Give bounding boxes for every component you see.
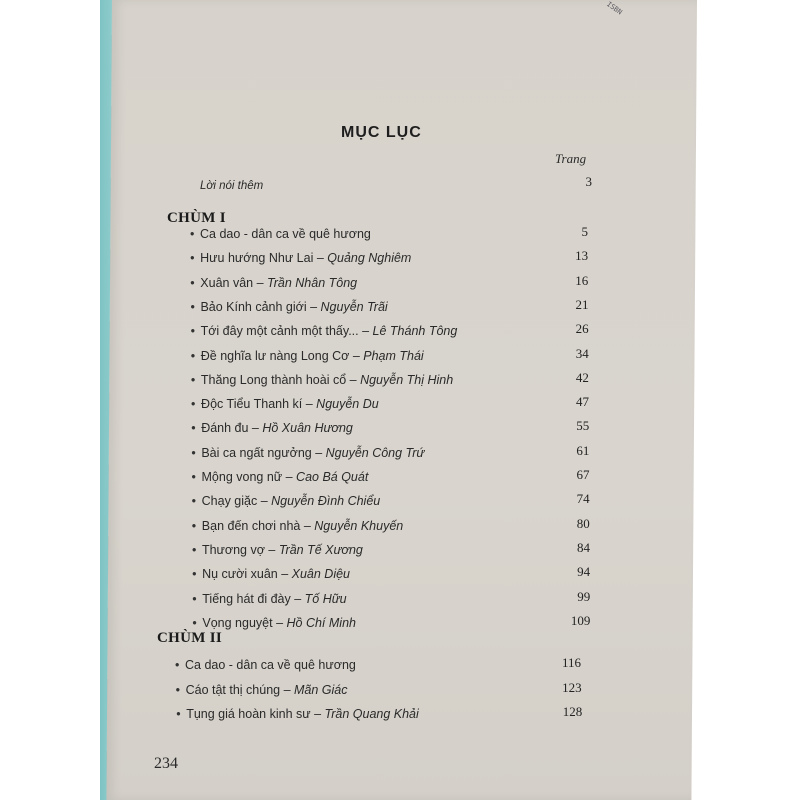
toc-entry-author: Nguyễn Công Trứ <box>325 446 425 460</box>
dash-separator: – <box>302 397 317 411</box>
toc-entry-author: Nguyễn Trãi <box>320 300 388 314</box>
toc-entry-author: Hồ Xuân Hương <box>262 421 353 435</box>
toc-entry-title: Hưu hướng Như Lai <box>200 251 314 265</box>
toc-entry <box>192 567 350 581</box>
toc-entry-title: Bạn đến chơi nhà <box>201 519 301 533</box>
toc-entry-author: Nguyễn Thị Hinh <box>360 373 454 387</box>
toc-entry <box>191 446 424 460</box>
bullet-icon: • <box>191 421 196 435</box>
toc-entry-author: Trần Tế Xương <box>278 543 363 557</box>
toc-entry-title: Đánh đu <box>201 421 249 435</box>
dash-separator: – <box>300 519 315 533</box>
bullet-icon: • <box>191 519 197 533</box>
dash-separator: – <box>310 707 325 721</box>
isbn-stamp-text: ISBN <box>605 0 624 17</box>
bullet-icon: • <box>190 251 195 265</box>
toc-entry <box>191 397 379 411</box>
dash-separator: – <box>248 421 263 435</box>
bullet-icon: • <box>176 707 181 721</box>
toc-entry <box>192 592 346 606</box>
toc-entry <box>192 543 363 557</box>
toc-entry-title: Thương vợ <box>201 543 265 557</box>
toc-entry-page: 74 <box>576 491 590 506</box>
toc-entry-page: 109 <box>570 613 591 628</box>
page-title: MỤC LỤC <box>341 124 422 141</box>
bullet-icon: • <box>190 300 195 314</box>
teal-backdrop <box>0 0 112 800</box>
dash-separator: – <box>358 324 373 338</box>
bullet-icon: • <box>191 397 196 411</box>
toc-entry <box>190 251 411 265</box>
toc-entry-intro <box>200 180 263 192</box>
dash-separator: – <box>290 592 305 606</box>
toc-entry-page: 34 <box>575 346 589 361</box>
toc-entry-page: 99 <box>577 589 591 604</box>
bullet-icon: • <box>191 470 196 484</box>
toc-entry-title: Mộng vong nữ <box>201 470 283 484</box>
toc-entry-author: Nguyễn Khuyến <box>314 519 404 533</box>
page-number: 234 <box>154 755 178 772</box>
dash-separator: – <box>277 567 292 581</box>
toc-entry <box>192 616 356 630</box>
toc-entry-title: Đề nghĩa lư nàng Long Cơ <box>200 349 350 363</box>
toc-entry-author: Lê Thánh Tông <box>372 324 458 338</box>
toc-entry-page: 5 <box>581 224 588 239</box>
bullet-icon: • <box>190 227 195 241</box>
toc-entry-page: 55 <box>576 418 590 433</box>
bullet-icon: • <box>190 324 195 338</box>
toc-entry-title: Thăng Long thành hoài cổ <box>200 373 347 387</box>
section-heading-chum-2: CHÙM II <box>157 630 223 646</box>
toc-entry-title: Bảo Kính cảnh giới <box>200 300 307 314</box>
bullet-icon: • <box>190 276 195 290</box>
toc-entry <box>191 324 458 338</box>
toc-entry-author: Hồ Chí Minh <box>286 616 356 630</box>
bullet-icon: • <box>191 543 197 557</box>
bullet-icon: • <box>175 658 180 672</box>
toc-entry-author: Nguyễn Du <box>316 397 379 411</box>
toc-entry-page: 80 <box>576 516 590 531</box>
toc-entry-title: Nụ cười xuân <box>202 567 278 581</box>
toc-entry-page: 47 <box>576 394 590 409</box>
toc-entry-page: 61 <box>576 443 590 458</box>
bullet-icon: • <box>175 683 180 697</box>
toc-entry-page: 128 <box>562 704 583 719</box>
dash-separator: – <box>272 616 287 630</box>
toc-entry <box>192 470 369 484</box>
toc-entry-page: 67 <box>576 467 590 482</box>
dash-separator: – <box>264 543 279 557</box>
toc-entry-title: Độc Tiểu Thanh kí <box>201 397 303 411</box>
toc-entry-author: Xuân Diệu <box>291 567 350 581</box>
toc-entry-page: 116 <box>561 655 581 670</box>
toc-entry <box>190 227 371 241</box>
bullet-icon: • <box>190 373 196 387</box>
bullet-icon: • <box>192 616 197 630</box>
page-column-label: Trang <box>555 151 587 166</box>
toc-entry <box>190 300 387 314</box>
toc-entry <box>176 683 348 697</box>
section-heading-chum-1: CHÙM I <box>167 210 226 226</box>
toc-entry-title: Bài ca ngất ngưởng <box>201 446 312 460</box>
toc-entry-page: 13 <box>575 248 589 263</box>
toc-entry <box>191 373 453 387</box>
toc-entry-author: Quảng Nghiêm <box>327 251 412 265</box>
toc-entry-page: 16 <box>575 273 589 288</box>
toc-entry-author: Nguyễn Đình Chiểu <box>271 494 381 508</box>
toc-entry-page: 42 <box>575 370 589 385</box>
bullet-icon: • <box>190 349 196 363</box>
toc-entry-author: Tố Hữu <box>304 592 347 606</box>
dash-separator: – <box>311 446 326 460</box>
toc-entry <box>175 658 356 672</box>
toc-entry-title: Xuân vân <box>200 276 254 290</box>
white-backdrop <box>690 0 800 800</box>
dash-separator: – <box>280 683 295 697</box>
dash-separator: – <box>306 300 321 314</box>
toc-entry <box>191 421 353 435</box>
toc-entry-title: Cáo tật thị chúng <box>185 683 281 697</box>
dash-separator: – <box>313 251 328 265</box>
toc-entry-page: 26 <box>575 321 589 336</box>
toc-entry <box>192 494 381 508</box>
toc-entry-author: Phạm Thái <box>363 349 424 363</box>
toc-entry-author: Trần Nhân Tông <box>267 276 358 290</box>
toc-entry-title: Tụng giá hoàn kinh sư <box>186 707 311 721</box>
toc-entry-page: 21 <box>575 297 589 312</box>
bullet-icon: • <box>191 446 196 460</box>
toc-entry-page: 84 <box>576 540 590 555</box>
toc-entry-title: Tiếng hát đi đày <box>202 592 291 606</box>
bullet-icon: • <box>191 494 197 508</box>
dash-separator: – <box>282 470 297 484</box>
bullet-icon: • <box>192 567 197 581</box>
toc-entry-title: Vọng nguyệt <box>202 616 273 630</box>
toc-entry <box>191 349 424 363</box>
toc-entry-author: Cao Bá Quát <box>296 470 369 484</box>
toc-entry <box>190 276 357 290</box>
bullet-icon: • <box>192 592 197 606</box>
dash-separator: – <box>349 349 364 363</box>
toc-entry-page: 3 <box>585 174 592 189</box>
toc-entry <box>176 707 419 721</box>
dash-separator: – <box>257 494 272 508</box>
toc-entry-page: 123 <box>562 680 582 695</box>
toc-entry-title: Ca dao - dân ca về quê hương <box>185 658 356 672</box>
dash-separator: – <box>346 373 361 387</box>
toc-entry-author: Trần Quang Khải <box>324 707 419 721</box>
toc-entry-title: Tới đây một cảnh một thấy... <box>200 324 359 338</box>
toc-entry-title: Ca dao - dân ca về quê hương <box>200 227 371 241</box>
toc-entry-author: Mãn Giác <box>294 683 348 697</box>
toc-entry-title: Lời nói thêm <box>200 180 264 192</box>
toc-entry-title: Chạy giặc <box>201 494 258 508</box>
toc-entry-page: 94 <box>577 564 591 579</box>
dash-separator: – <box>253 276 268 290</box>
toc-entry <box>192 519 403 533</box>
